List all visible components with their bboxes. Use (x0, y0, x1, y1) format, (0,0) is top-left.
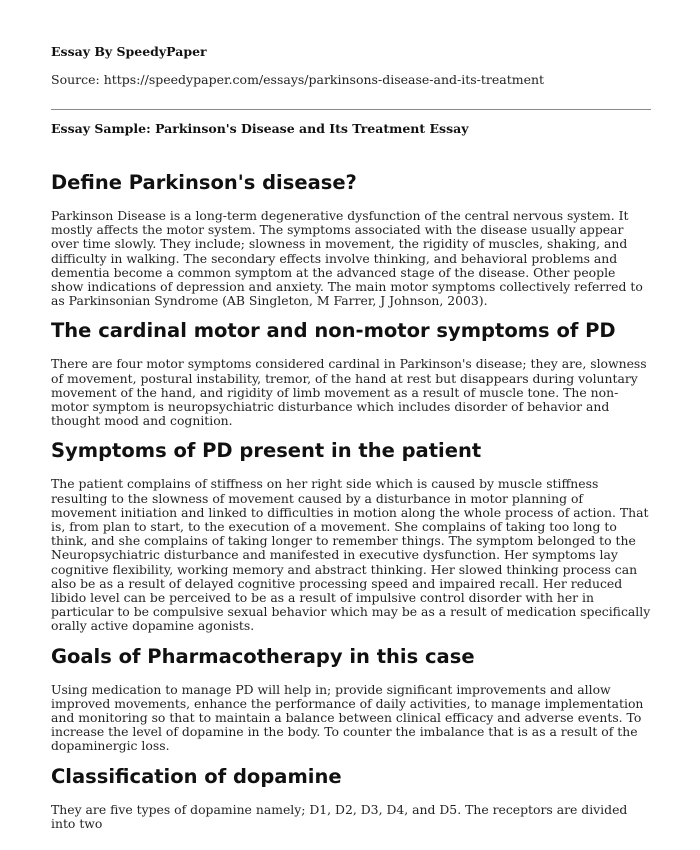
header-divider (51, 109, 651, 110)
essay-title: Essay Sample: Parkinson's Disease and Its Treatment Essay (51, 121, 469, 136)
section-heading-patient-symptoms: Symptoms of PD present in the patient (51, 439, 482, 463)
essay-content (51, 171, 651, 842)
section-body-pharmacotherapy-goals: Using medication to manage PD will help in; provide significant improvements and allow improved movements, enhance the performance of daily activities, to manage implementation and monitoring so that to maintain a balance between clinical efficacy and adverse events. To increase the level of dopamine in the body. To counter the imbalance that is as a result of the dopaminergic loss. (51, 681, 644, 754)
essay-author-line: Essay By SpeedyPaper (51, 44, 207, 59)
section-body-dopamine-classification: They are five types of dopamine namely; D1, D2, D3, D4, and D5. The receptors are divided into two (51, 801, 628, 831)
section-body-define: Parkinson Disease is a long-term degenerative dysfunction of the central nervous system. It mostly affects the motor system. The symptoms associated with the disease usually appear over time slowly. They include; slowness in movement, the rigidity of muscles, shaking, and difficulty in walking. The secondary effects involve thinking, and behavioral problems and dementia become a common symptom at the advanced stage of the disease. Other people show indications of depression and anxiety. The main motor symptoms collectively referred to as Parkinsonian Syndrome (AB Singleton, M Farrer, J Johnson, 2003). (51, 208, 643, 309)
section-heading-define: Define Parkinson's disease? (51, 171, 357, 194)
section-body-patient-symptoms: The patient complains of stiffness on her right side which is caused by muscle stiffness resulting to the slowness of movement caused by a disturbance in motor planning of movement initiation and linked to difficulties in motion along the whole process of action. That is, from plan to start, to the execution of a movement. She complains of taking too long to think, and she complains of taking longer to remember things. The symptom belonged to the Neuropsychiatric disturbance and manifested in executive dysfunction. Her symptoms lay cognitive flexibility, working memory and abstract thinking. Her slowed thinking process can also be as a result of delayed cognitive processing speed and impaired recall. Her reduced libido level can be perceived to be as a result of impulsive control disorder with her in particular to be compulsive sexual behavior which may be as a result of medication specifically orally active dopamine agonists. (51, 476, 651, 634)
section-body-cardinal-symptoms: There are four motor symptoms considered cardinal in Parkinson's disease; they are, slowness of movement, postural instability, tremor, of the hand at rest but disappears during voluntary movement of the hand, and rigidity of limb movement as a result of muscle tone. The non-motor symptom is neuropsychiatric disturbance which includes disorder of behavior and thought mood and cognition. (51, 356, 647, 429)
section-heading-cardinal-symptoms: The cardinal motor and non-motor symptoms of PD (51, 319, 616, 343)
section-heading-dopamine-classification: Classification of dopamine (51, 764, 342, 788)
section-heading-pharmacotherapy-goals: Goals of Pharmacotherapy in this case (51, 644, 475, 668)
source-line: Source: https://speedypaper.com/essays/parkinsons-disease-and-its-treatment (51, 72, 545, 87)
